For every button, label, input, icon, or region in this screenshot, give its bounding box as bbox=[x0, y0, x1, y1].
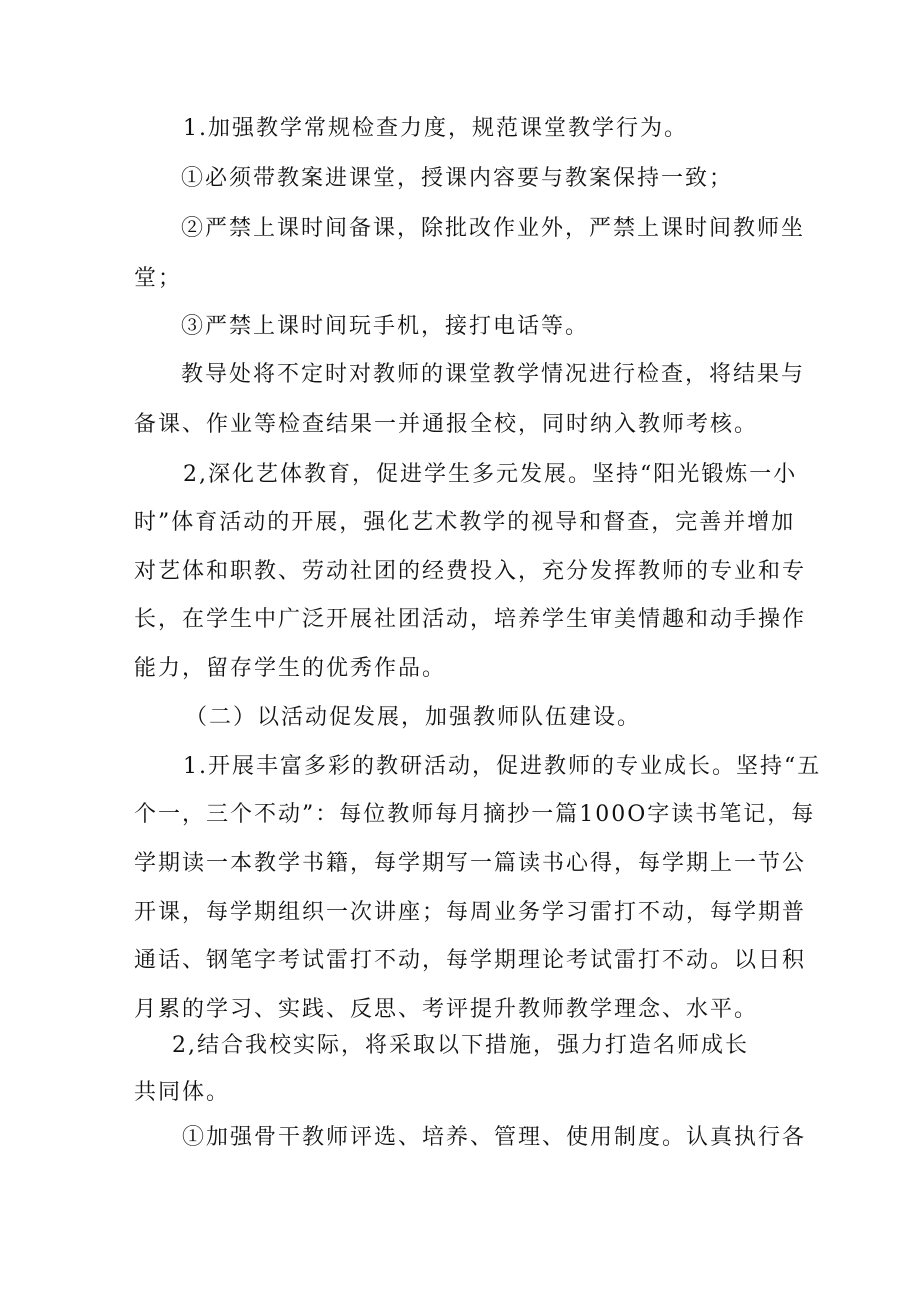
text-line: 2,深化艺体教育，促进学生多元发展。坚持“阳光锻炼一小 bbox=[183, 462, 798, 487]
text-line: 开课，每学期组织一次讲座；每周业务学习雷打不动，每学期普 bbox=[134, 900, 807, 925]
text-line: 1.加强教学常规检查力度，规范课堂教学行为。 bbox=[183, 116, 688, 141]
text-line: 长，在学生中广泛开展社团活动，培养学生审美情趣和动手操作 bbox=[134, 607, 807, 632]
text-line: ③严禁上课时间玩手机，接打电话等。 bbox=[181, 314, 590, 339]
text-line: 时”体育活动的开展，强化艺术教学的视导和督查，完善并增加 bbox=[134, 510, 796, 535]
text-line: 能力，留存学生的优秀作品。 bbox=[134, 656, 447, 681]
text-line: 对艺体和职教、劳动社团的经费投入，充分发挥教师的专业和专 bbox=[134, 559, 807, 584]
text-line: 堂； bbox=[134, 266, 183, 291]
text-line: ②严禁上课时间备课，除批改作业外，严禁上课时间教师坐 bbox=[181, 216, 806, 241]
text-line: ①加强骨干教师评选、培养、管理、使用制度。认真执行各 bbox=[182, 1125, 807, 1150]
text-line: 备课、作业等检查结果一并通报全校，同时纳入教师考核。 bbox=[134, 412, 759, 437]
text-line: 1.开展丰富多彩的教研活动，促进教师的专业成长。坚持“五 bbox=[183, 754, 822, 779]
text-line: 学期读一本教学书籍，每学期写一篇读书心得，每学期上一节公 bbox=[134, 851, 807, 876]
text-line: 通话、钢笔字考试雷打不动，每学期理论考试雷打不动。以日积 bbox=[134, 948, 807, 973]
text-line: 共同体。 bbox=[134, 1080, 231, 1105]
text-line: ①必须带教案进课堂，授课内容要与教案保持一致； bbox=[181, 166, 734, 191]
text-line: 教导处将不定时对教师的课堂教学情况进行检查，将结果与 bbox=[181, 362, 806, 387]
section-heading: （二）以活动促发展，加强教师队伍建设。 bbox=[185, 705, 642, 730]
text-line: 个一，三个不动”：每位教师每月摘抄一篇100O字读书笔记，每 bbox=[134, 802, 816, 827]
text-line: 2,结合我校实际，将采取以下措施，强力打造名师成长 bbox=[172, 1033, 749, 1058]
text-line: 月累的学习、实践、反思、考评提升教师教学理念、水平。 bbox=[134, 997, 759, 1022]
